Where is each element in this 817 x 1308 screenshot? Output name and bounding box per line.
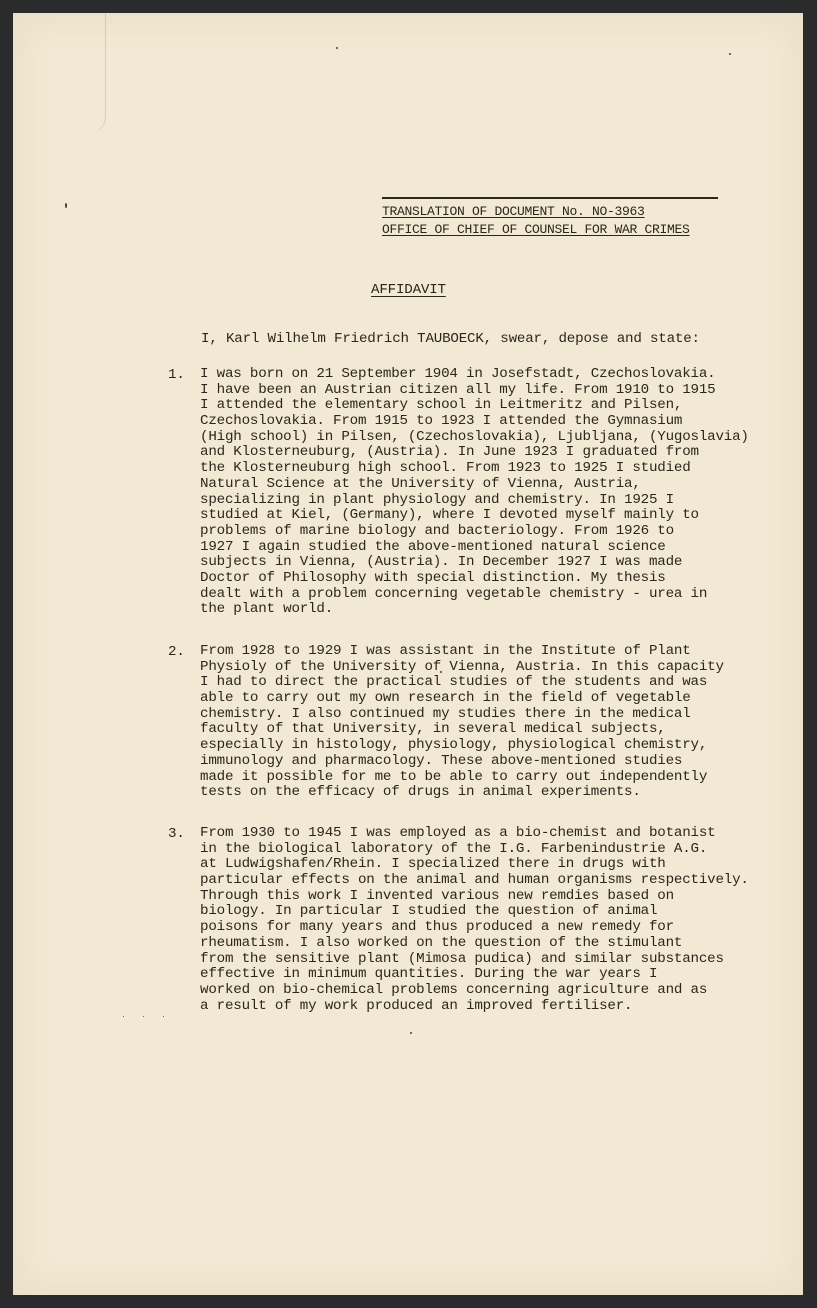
text-line: Physioly of the University of Vienna, Austria. In this capacity [200,658,724,675]
text-line: I have been an Austrian citizen all my life. From 1910 to 1915 [200,381,716,398]
text-line: a result of my work produced an improved fertiliser. [200,997,633,1014]
document-header [382,197,718,239]
text-line: problems of marine biology and bacteriology. From 1926 to [200,522,674,539]
paper-speck [336,47,338,49]
office-line: OFFICE OF CHIEF OF COUNSEL FOR WAR CRIMES [382,222,690,237]
paper-speck [729,53,731,55]
paragraph-body [200,826,749,1014]
paragraph-number: 2. [168,644,185,660]
paper-fold-mark [79,13,106,133]
paper-speck [410,1032,412,1034]
text-line: dealt with a problem concerning vegetable chemistry - urea in [200,585,708,602]
text-line: specializing in plant physiology and chemistry. In 1925 I [200,491,674,508]
text-line: tests on the efficacy of drugs in animal experiments. [200,784,641,801]
paragraph-number: 3. [168,826,185,842]
text-line: particular effects on the animal and human organisms respectively. [200,872,749,889]
paper-speck [163,1016,164,1017]
text-line: chemistry. I also continued my studies there in the medical [200,705,691,722]
paper-speck [65,203,67,208]
text-line: immunology and pharmacology. These above-mentioned studies [200,752,683,769]
text-line: Through this work I invented various new remdies based on [200,887,674,904]
text-line: effective in minimum quantities. During the war years I [200,966,658,983]
text-line: worked on bio-chemical problems concerning agriculture and as [200,981,708,998]
text-line: the plant world. [200,601,334,618]
paper-speck [123,1016,124,1017]
text-line: from the sensitive plant (Mimosa pudica) and similar substances [200,950,724,967]
text-line: and Klosterneuburg, (Austria). In June 1923 I graduated from [200,444,699,461]
text-line: especially in histology, physiology, physiological chemistry, [200,737,708,754]
document-number-line: TRANSLATION OF DOCUMENT No. NO-3963 [382,204,645,219]
text-line: biology. In particular I studied the question of animal [200,903,658,920]
paragraph-number: 1. [168,367,185,383]
text-line: in the biological laboratory of the I.G. Farbenindustrie A.G. [200,840,708,857]
text-line: From 1928 to 1929 I was assistant in the Institute of Plant [200,643,691,659]
text-line: at Ludwigshafen/Rhein. I specialized there in drugs with [200,856,666,873]
text-line: studied at Kiel, (Germany), where I devoted myself mainly to [200,507,699,524]
document-page [13,13,803,1295]
text-line: able to carry out my own research in the field of vegetable [200,690,691,707]
text-line: made it possible for me to be able to carry out independently [200,768,708,785]
text-line: Doctor of Philosophy with special distinction. My thesis [200,569,666,586]
paper-speck [143,1016,144,1017]
page-title: AFFIDAVIT [371,282,446,298]
text-line: faculty of that University, in several medical subjects, [200,721,666,738]
text-line: 1927 I again studied the above-mentioned natural science [200,538,666,555]
text-line: rheumatism. I also worked on the question of the stimulant [200,934,683,951]
text-line: From 1930 to 1945 I was employed as a bio-chemist and botanist [200,825,716,841]
text-line: Natural Science at the University of Vienna, Austria, [200,475,641,492]
text-line: I had to direct the practical studies of the students and was [200,674,708,691]
paragraph-body [200,644,724,801]
text-line: (High school) in Pilsen, (Czechoslovakia), Ljubljana, (Yugoslavia) [200,428,749,445]
text-line: subjects in Vienna, (Austria). In December 1927 I was made [200,554,683,571]
text-line: I attended the elementary school in Leitmeritz and Pilsen, [200,397,683,414]
text-line: I was born on 21 September 1904 in Josefstadt, Czechoslovakia. [200,366,716,382]
text-line: poisons for many years and thus produced a new remedy for [200,919,674,936]
text-line: the Klosterneuburg high school. From 1923 to 1925 I studied [200,460,691,477]
header-rule [382,197,718,199]
text-line: Czechoslovakia. From 1915 to 1923 I attended the Gymnasium [200,413,683,430]
paragraph-body [200,367,749,618]
intro-statement: I, Karl Wilhelm Friedrich TAUBOECK, swear, depose and state: [201,331,700,347]
